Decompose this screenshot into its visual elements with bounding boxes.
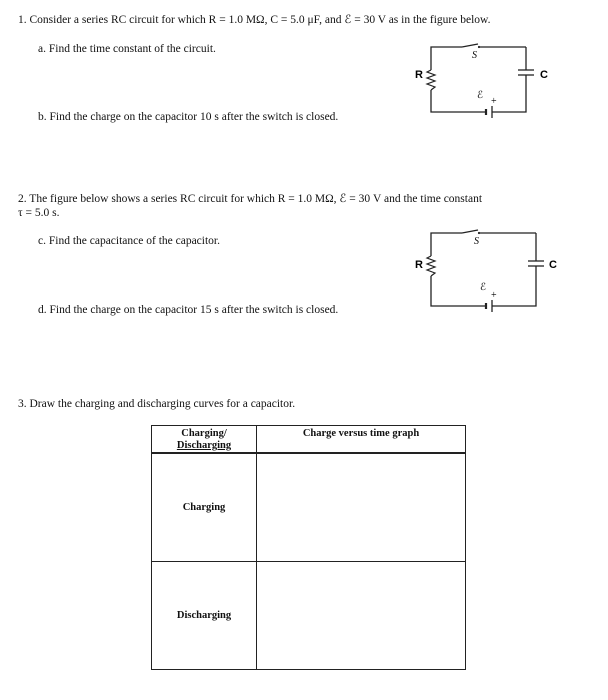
question-1-stem: 1. Consider a series RC circuit for which R = 1.0 MΩ, C = 5.0 μF, and ℰ = 30 V as in the figure below. [18,14,491,26]
question-2d: d. Find the charge on the capacitor 15 s after the switch is closed. [38,304,339,316]
question-3-stem: 3. Draw the charging and discharging curves for a capacitor. [18,398,296,410]
rc-circuit-diagram-1 [400,40,560,135]
resistor-label: R [415,69,423,81]
header-line-2: Discharging [176,440,232,451]
charging-graph-area[interactable] [257,453,466,562]
table-header-row [152,426,466,454]
emf-label: ℰ [480,282,487,293]
question-2c: c. Find the capacitance of the capacitor. [38,235,220,247]
resistor-label: R [415,259,423,271]
row-label-charging: Charging [152,453,257,562]
charging-curves-table [151,425,466,670]
table-row [152,562,466,670]
switch-label: S [472,50,477,61]
battery-plus-label: + [491,290,497,301]
emf-label: ℰ [477,90,484,101]
question-1a: a. Find the time constant of the circuit. [38,43,216,55]
capacitor-label: C [540,69,548,81]
row-label-discharging: Discharging [152,562,257,670]
question-2-stem-line1: 2. The figure below shows a series RC circuit for which R = 1.0 MΩ, ℰ = 30 V and the time constant [18,193,483,205]
question-1b: b. Find the charge on the capacitor 10 s after the switch is closed. [38,111,339,123]
rc-circuit-diagram-2 [400,226,560,321]
header-charging-discharging [152,426,257,454]
header-line-1: Charging/ [181,428,227,439]
header-charge-vs-time: Charge versus time graph [257,426,466,454]
table-row [152,453,466,562]
discharging-graph-area[interactable] [257,562,466,670]
question-2-stem-line2: τ = 5.0 s. [18,207,60,219]
capacitor-label: C [549,259,557,271]
switch-label: S [474,236,479,247]
battery-plus-label: + [491,96,497,107]
